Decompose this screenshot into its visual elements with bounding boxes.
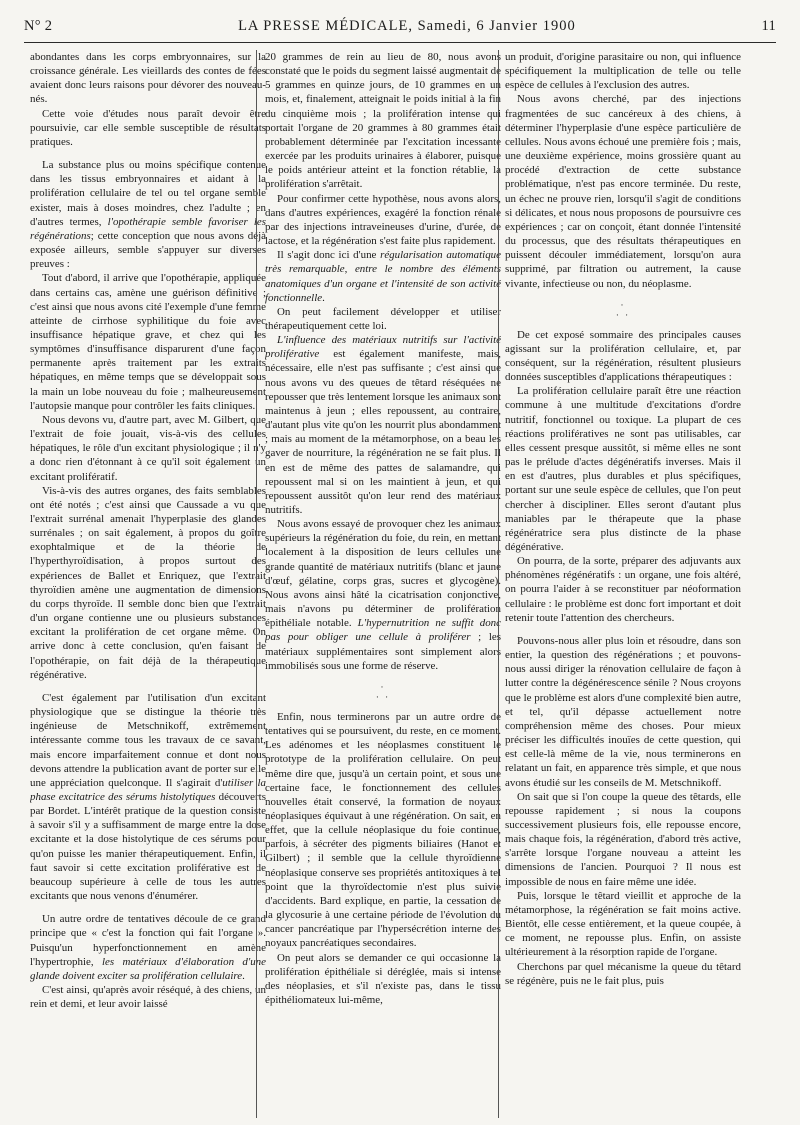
paragraph <box>265 305 501 333</box>
emphasis-text: L'influence des matériaux nutritifs sur l'activité proliférative <box>265 334 501 361</box>
paragraph <box>505 92 741 290</box>
paragraph <box>265 951 501 1008</box>
emphasis-text: les matériaux d'élaboration d'une glande doivent exciter sa prolifération cellulaire <box>30 955 266 982</box>
emphasis-text: l'opothérapie semble favoriser les régénérations <box>30 215 266 242</box>
text-run: C'est ainsi, qu'après avoir réséqué, à des chiens, un rein et demi, et leur avoir laissé <box>30 984 266 1011</box>
text-run: Cette voie d'études nous paraît devoir être poursuivie, car elle semble susceptible de résultats pratiques. <box>30 107 266 148</box>
column-divider <box>498 50 499 1118</box>
text-column-3 <box>505 50 741 1118</box>
section-separator: · · · <box>615 299 631 320</box>
paragraph <box>505 554 741 625</box>
paragraph <box>30 50 266 107</box>
text-run: un produit, d'origine parasitaire ou non, qui influence spécifiquement la multiplication de telle ou telle espèce de cellules à l'exclusion des autres. <box>505 51 741 92</box>
section-separator: · · · <box>375 681 391 702</box>
text-run: De cet exposé sommaire des principales causes agissant sur la prolifération cellulaire, et, par conséquent, sur la régénération, résultent plusieurs données susceptibles d'applications thérapeutiques : <box>505 328 741 384</box>
text-run: découverts par Bordet. L'intérêt pratique de la question consiste à savoir s'il y a suffisamment de marge entre la dose excitante et la dose histolytique de ces sérums pour qu'on puisse les manier thérapeutiquement. Enfin, il faut savoir si cette excitation proliférative est de beaucoup supérieure à celle de tous les autres excitants que nous venons d'énumérer. <box>30 790 266 903</box>
text-run: C'est également par l'utilisation d'un excitant physiologique que se distingue la théorie très ingénieuse de Metschnikoff, extrêmement intéressante comme tous les travaux de ce savant, mais encore imparfaitement connue et dont nous devons attendre la publication avant de porter sur elle une appréciation quelconque. Il s'agirait d' <box>30 691 266 789</box>
page-number: 11 <box>761 18 776 34</box>
paragraph <box>30 691 266 903</box>
text-run: Pouvons-nous aller plus loin et résoudre, dans son entier, la question des régénérations ; et pouvons-nous aussi diriger la rénovation cellulaire de façon à lutter contre la dégénérescence sénile ? Nous croyons que le problème est alors d'une complexité bien autre, et tel, qu'il dépasse actuellement notre compréhension même des choses. Pour mieux préciser les difficultés inouïes de cette question, qui est celle-là même de la vie, nous terminerons en relatant un fait, en apparence très simple, et que nous avons étudié sur les conseils de M. Metschnikoff. <box>505 634 741 789</box>
paragraph <box>30 983 266 1011</box>
text-run: est également manifeste, mais, nécessaire, elle n'est pas suffisante ; c'est ainsi que nous avons vu des queues de têtard réséquées ne repousser que très lentement lorsque les animaux sont maintenus à jeun ; elles repoussent, au contraire, d'autant plus vite qu'on les nourrit plus abondamment ; mais au moment de la métamorphose, on a beau les gaver de nourriture, la régénération ne se fait plus. Il en est de même des pattes de salamandre, qui repoussent mal si on les maintient à jeun, et qui repoussent aussitôt qu'on leur rend des matériaux nutritifs. <box>265 348 501 516</box>
paragraph <box>505 790 741 889</box>
paragraph <box>30 158 266 271</box>
paragraph <box>265 50 501 192</box>
paragraph <box>30 912 266 983</box>
paragraph <box>505 634 741 790</box>
text-run: La substance plus ou moins spécifique contenue dans les tissus embryonnaires et aidant à la prolifération cellulaire de tel ou tel organe semble exister, mais à doses moindres, chez l'adulte ; en d'autres termes, <box>30 159 266 228</box>
emphasis-text: L'hypernutrition ne suffit donc pas pour obliger une cellule à proliférer <box>265 617 501 644</box>
text-run: . <box>322 291 325 304</box>
paragraph <box>265 333 501 517</box>
text-run: . <box>242 969 245 982</box>
text-run: On pourra, de la sorte, préparer des adjuvants aux phénomènes régénératifs : un organe, une fois altéré, on pourra l'aider à se reconstituer par néoformation cellulaire : le problème est donc fort important et doit retenir toute l'attention des chercheurs. <box>505 555 741 624</box>
paragraph <box>30 484 266 682</box>
paragraph <box>30 413 266 484</box>
text-run: On peut alors se demander ce qui occasionne la prolifération épithéliale si déréglée, mais si intense des néoplasies, et s'il n'existe pas, dans le tissu épithéliomateux lui-même, <box>265 951 501 1006</box>
paragraph <box>505 328 741 385</box>
page-header <box>24 18 776 40</box>
text-run: Un autre ordre de tentatives découle de ce grand principe que « c'est la fonction qui fait l'organe ». Puisqu'un hyperfonctionnement en amène l'hypertrophie, <box>30 913 266 968</box>
text-run: abondantes dans les corps embryonnaires, sur la croissance générale. Les vieillards des contes de fées avaient donc leurs raisons pour dévorer des nouveau-nés. <box>30 51 266 106</box>
text-run: Nous avons cherché, par des injections fragmentées de suc cancéreux à des chiens, à déterminer l'hyperplasie d'une espèce particulière de cellules. Nous avons échoué une première fois ; mais, une deuxième expérience, moins grossière quant au procédé d'extraction de cette substance problématique, n'est pas encore terminée. Du reste, un échec ne prouve rien, lorsqu'il s'agit de conditions si délicates, et nous nous proposons de poursuivre ces expériences ; car on conçoit, étant donnée l'intensité du processus, que des résultats thérapeutiques en puissent découler immédiatement, lorsqu'on aura supprimé, par filtration ou autrement, la cause vivante, infectieuse ou non, du néoplasme. <box>505 93 741 290</box>
text-run: Il s'agit donc ici d'une <box>277 249 381 262</box>
text-run: Puis, lorsque le têtard vieillit et approche de la métamorphose, la régénération se fait moins active. Bientôt, elle cesse entièrement, et la queue coupée, à ce moment, ne repousse plus. Enfin, on assiste ultérieurement à la résorption rapide de l'organe. <box>505 889 741 959</box>
text-run: La prolifération cellulaire paraît être une réaction commune à une multitude d'excitations d'ordre nutritif, fonctionnel ou toxique. La plupart de ces réactions prolifératives ne sont pas utilisables, car elles cessent presque aussitôt, si même elles ne sont pas le prélude d'actes dégénératifs inverses. Mais il en est d'autres, plus durables et plus spécifiques, portant sur une seule espèce de cellules, que l'on peut chercher à discipliner. Elles seront d'autant plus maniables par le thérapeute que la phase régénératrice sera plus distincte de la phase dégénérative. <box>505 385 741 553</box>
paragraph <box>505 889 741 960</box>
paragraph <box>30 107 266 149</box>
issue-number: N° 2 <box>24 18 53 34</box>
emphasis-text: utiliser la phase excitatrice des sérums histolytiques <box>30 776 266 803</box>
paragraph <box>505 50 741 92</box>
header-rule <box>24 42 776 43</box>
text-run: On peut facilement développer et utiliser thérapeutiquement cette loi. <box>265 305 501 332</box>
paragraph <box>265 248 501 305</box>
journal-title: LA PRESSE MÉDICALE, Samedi, 6 Janvier 1900 <box>238 18 576 34</box>
text-column-2 <box>265 50 501 1118</box>
text-run: Nous avons essayé de provoquer chez les animaux supérieurs la régénération du foie, du rein, en mettant localement à la disposition de leurs cellules une grande quantité de matériaux nutritifs (blanc et jaune d'œuf, gélatine, corps gras, sucres et glycogène). Nous avons ainsi hâté la cicatrisation conjonctive, mais n'avons pu déterminer de prolifération épithéliale notable. <box>265 518 501 630</box>
paragraph <box>265 517 501 673</box>
text-run: Pour confirmer cette hypothèse, nous avons alors, dans d'autres expériences, exagéré la fonction rénale par des injections intraveineuses d'urine, d'urée, de lactose, et la régénération s'est faite plus rapidement. <box>265 192 501 248</box>
text-column-1 <box>30 50 266 1118</box>
text-run: On sait que si l'on coupe la queue des têtards, elle repousse rapidement ; si nous la coupons successivement plusieurs fois, elle repousse encore, mais chaque fois, la régénération, d'abord très active, s'arrête lorsque l'organe nouveau a atteint les dimensions de l'ancien. Pourquoi ? Il nous est impossible de nous en faire même une idée. <box>505 790 741 888</box>
text-run: Vis-à-vis des autres organes, des faits semblables ont été notés ; c'est ainsi que Caussade a vu que l'extrait surrénal amenait l'hyperplasie des glandes surrénales ; on sait également, à propos du goître exophtalmique et de la théorie de l'hyperthyroïdisation, à propos surtout des expériences de Ballet et Enriquez, que l'extrait thyroïdien amène une augmentation de dimensions du corps thyroïde. Il semble donc bien que l'extrait d'un organe contienne une ou plusieurs substances excitant la prolifération de cet organe même. On arrive donc à cette conclusion, qu'en faisant de l'opothérapie, on fait déjà de la thérapeutique régénérative. <box>30 484 266 681</box>
emphasis-text: régularisation automatique très remarquable, entre le nombre des éléments anatomiques d'un organe et l'intensité de son activité fonctionnelle <box>265 249 501 304</box>
text-run: Nous devons vu, d'autre part, avec M. Gilbert, que l'extrait de foie jouait, vis-à-vis des cellules hépatiques, le rôle d'un excitant physiologique ; il n'y a donc rien d'étonnant à ce qu'il soit également un excitant prolifératif. <box>30 413 266 483</box>
paragraph <box>505 384 741 554</box>
paragraph <box>30 271 266 413</box>
paragraph <box>265 192 501 249</box>
text-run: 20 grammes de rein au lieu de 80, nous avons constaté que le poids du segment laissé augmentait de 5 grammes en quinze jours, de 10 grammes en un mois, et, finalement, atteignait le poids initial à la fin du cinquième mois ; la prolifération intense qui portait l'organe de 20 grammes à 80 grammes était probablement déterminée par l'excitation incessante exercée par les produits urinaires à élaborer, puisque le poids antérieur atteint et la fonction rétablie, la prolifération s'arrêtait. <box>265 51 501 191</box>
column-divider <box>256 50 257 1118</box>
paragraph <box>265 710 501 951</box>
text-run: Cherchons par quel mécanisme la queue du têtard se régénère, puis ne le fait plus, puis <box>505 960 741 987</box>
text-run: Enfin, nous terminerons par un autre ordre de tentatives qui se poursuivent, du reste, en ce moment. Les adénomes et les néoplasmes constituent le prototype de la prolifération cellulaire. On peut même dire que, jusqu'à un certain point, et sous une certaine face, le fonctionnement des cellules nouvelles était conservé, la formation de noyaux néoplasiques équivaut à une régénération. On sait, en effet, que la cellule néoplasique du foie continue, parfois, à sécréter des pigments biliaires (Hanot et Gilbert) ; il semble que la cellule thyroïdienne néoplasique conserve ses propriétés antitoxiques à tel point que la thyroïdectomie n'est plus suivie d'accidents. Bard explique, en partie, la cessation de la glycosurie à une certaine période de l'évolution du cancer pancréatique par l'hypersécrétion interne des noyaux pancréatiques secondaires. <box>265 710 501 950</box>
paragraph <box>505 960 741 988</box>
text-run: ; les matériaux supplémentaires sont simplement alors immobilisés sous une forme de réserve. <box>265 631 501 672</box>
text-run: ; cette conception que nous avons déjà exposée ailleurs, semble s'appuyer sur diverses preuves : <box>30 229 266 271</box>
text-run: Tout d'abord, il arrive que l'opothérapie, appliquée dans certains cas, amène une guérison définitive ; c'est ainsi que nous avons cité l'exemple d'une femme atteinte de cirrhose syphilitique du foie avec insuffisance hépatique grave, et chez qui les symptômes d'insuffisance disparurent d'une façon permanente après traitement par les extraits hépatiques, en même temps que se développait sous la main un lobe nouveau du foie ; malheureusement l'autopsie manque pour contrôler les faits cliniques. <box>30 272 266 412</box>
